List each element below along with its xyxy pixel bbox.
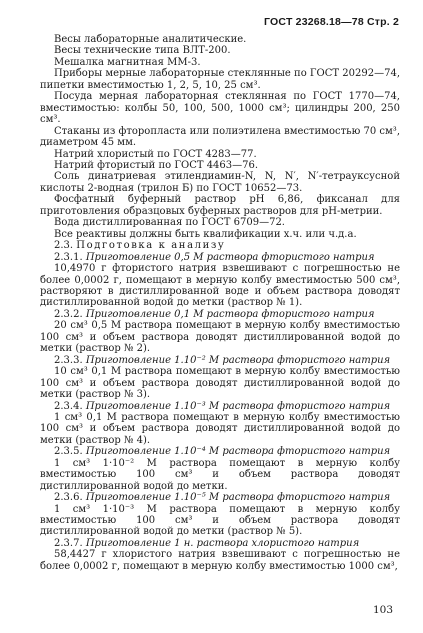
paragraph: Соль динатриевая этилендиамин-N, N, N′, N′-тетрауксусной кислоты 2-водная (трилон Б) по ГОСТ 10652—73.: [40, 171, 400, 194]
item-title: Приготовление 0,5 М раствора фтористого натрия: [85, 251, 375, 263]
item-body: 58,4427 г хлористого натрия взвешивают с погрешностью не более 0,0002 г, помещают в мерную колбу вместимостью 1000 см³,: [40, 549, 400, 572]
section-heading: [40, 240, 400, 251]
item-body: 1 см³ 0,1 М раствора помещают в мерную колбу вместимостью 100 см³ и объем раствора доводят дистиллированной водой до метки (раствор № 4).: [40, 411, 400, 446]
page-header: [264, 16, 399, 28]
item-number: 2.3.3.: [54, 354, 83, 366]
item-number: 2.3.7.: [54, 537, 83, 549]
item-heading: [40, 446, 400, 457]
paragraph: Посуда мерная лабораторная стеклянная по ГОСТ 1770—74, вместимостью: колбы 50, 100, 500, 1000 см³; цилиндры 200, 250 см³.: [40, 91, 400, 126]
paragraph: Вода дистиллированная по ГОСТ 6709—72.: [54, 217, 285, 229]
paragraph: Весы технические типа ВЛТ-200.: [54, 45, 231, 57]
item-heading: [40, 401, 400, 412]
item-body: 10 см³ 0,1 М раствора помещают в мерную колбу вместимостью 100 см³ и объем раствора доводят дистиллированной водой до метки (раствор № 3).: [40, 366, 400, 401]
item-title: Приготовление 1.10⁻⁵ М раствора фтористого натрия: [85, 492, 391, 504]
item-heading: [40, 538, 400, 549]
standard-number: ГОСТ 23268.18—78: [264, 16, 364, 28]
item-number: 2.3.6.: [54, 492, 83, 504]
paragraph: Мешалка магнитная ММ-3.: [54, 56, 201, 68]
paragraph: Весы лабораторные аналитические.: [54, 34, 247, 45]
page-number: 103: [372, 604, 393, 616]
paragraph: Натрий фтористый по ГОСТ 4463—76.: [54, 159, 259, 171]
document-body: [40, 34, 400, 572]
item-number: 2.3.1.: [54, 251, 83, 263]
item-body: 1 см³ 1·10⁻² М раствора помещают в мерную колбу вместимостью 100 см³ и объем раствора доводят дистиллированной водой до метки.: [40, 457, 400, 492]
item-body: 1 см³ 1·10⁻³ М раствора помещают в мерную колбу вместимостью 100 см³ и объем раствора доводят дистиллированной водой до метки (раствор № 5).: [40, 503, 400, 538]
item-body: 10,4970 г фтористого натрия взвешивают с погрешностью не более 0,0002 г, помещают в мерную колбу вместимостью 500 см³, растворяют в дистиллированной воде и объем раствора доводят дистиллированной водой до метки (раствор № 1).: [40, 263, 400, 309]
item-title: Приготовление 1 н. раствора хлористого натрия: [85, 537, 360, 549]
item-heading: [40, 492, 400, 503]
item-number: 2.3.5.: [54, 446, 83, 458]
paragraph: Стаканы из фторопласта или полиэтилена вместимостью 70 см³, диаметром 45 мм.: [40, 125, 400, 149]
item-heading: [40, 355, 400, 366]
item-heading: [40, 252, 400, 263]
section-title: Подготовка к анализу: [76, 240, 226, 252]
paragraph: Приборы мерные лабораторные стеклянные по ГОСТ 20292—74, пипетки вместимостью 1, 2, 5, 10, 25 см³.: [40, 68, 400, 91]
item-number: 2.3.2.: [54, 308, 83, 320]
item-title: Приготовление 1.10⁻³ М раствора фтористого натрия: [85, 400, 391, 412]
item-title: Приготовление 1.10⁻⁴ М раствора фтористого натрия: [85, 446, 391, 458]
section-number: 2.3.: [54, 240, 74, 252]
item-body: 20 см³ 0,5 М раствора помещают в мерную колбу вместимостью 100 см³ и объем раствора доводят дистиллированной водой до метки (раствор № 2).: [40, 320, 400, 355]
paragraph: Фосфатный буферный раствор pH 6,86, фиксанал для приготовления образцовых буферных растворов для pH-метрии.: [40, 194, 400, 217]
paragraph: Все реактивы должны быть квалификации х.ч. или ч.д.а.: [54, 228, 357, 240]
item-number: 2.3.4.: [54, 400, 83, 412]
paragraph: Натрий хлористый по ГОСТ 4283—77.: [54, 148, 257, 160]
item-heading: [40, 309, 400, 320]
item-title: Приготовление 1.10⁻² М раствора фтористого натрия: [85, 354, 391, 366]
item-title: Приготовление 0,1 М раствора фтористого натрия: [85, 308, 375, 320]
page-label: Стр. 2: [366, 16, 399, 28]
